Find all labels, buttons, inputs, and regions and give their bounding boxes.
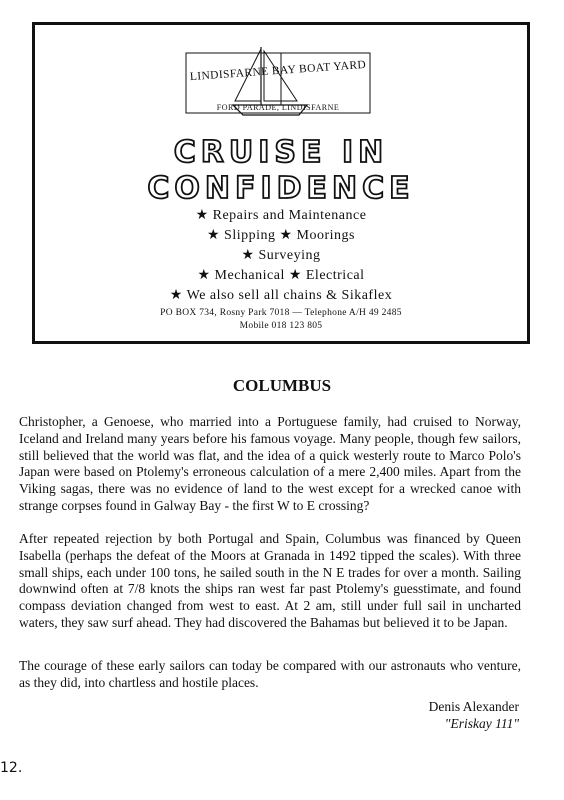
contact-line: Mobile 018 123 805 — [239, 321, 323, 331]
author-name: Denis Alexander — [428, 699, 519, 714]
author-boat: "Eriskay 111" — [444, 716, 519, 731]
headline-line-2: CONFIDENCE — [147, 171, 415, 206]
article-paragraph: After repeated rejection by both Portugal and Spain, Columbus was financed by Queen Isabella (perhaps the defeat of the Moors at Granada in 1492 tipped the scales). With three small ships, each under 100 tons, he sailed south in the N E trades for over a month. Sailing downwind often at 7/8 knots the ships ran west far past Ptolemy's guesstimate, and found compass deviation changed from west to east. At 2 am, still under full sail in uncharted waters, they saw surf ahead. They had discovered the Bahamas but believed it to be Japan. — [19, 531, 521, 630]
headline-line-1: CRUISE IN — [173, 135, 389, 170]
article-title: COLUMBUS — [232, 376, 332, 395]
article-paragraph: Christopher, a Genoese, who married into a Portuguese family, had cruised to Norway, Iceland and Ireland many years before his famous voyage. Many people, though few sailors, still believed that the world was flat, and the idea of a quick westerly route to Marco Polo's Japan were based on Ptolemy's erroneous calculation of a mere 2,400 miles. Apart from the Viking sagas, there was no evidence of land to the west except for a wrecked canoe with strange corpses found in Galway Bay - the first W to E crossing? — [19, 414, 521, 513]
contact-line: PO BOX 734, Rosny Park 7018 — Telephone A/H 49 2485 — [160, 308, 402, 318]
advertisement-box — [32, 22, 530, 344]
service-item: ★ Surveying — [241, 248, 321, 263]
services-list — [35, 206, 527, 306]
author-signature — [429, 698, 519, 732]
service-item: ★ Repairs and Maintenance — [195, 208, 367, 223]
contact-details — [35, 307, 527, 333]
service-item: ★ We also sell all chains & Sikaflex — [169, 288, 393, 303]
service-item: ★ Slipping ★ Moorings — [206, 228, 355, 243]
service-item: ★ Mechanical ★ Electrical — [197, 268, 365, 283]
boat-yard-logo — [185, 43, 371, 125]
article-paragraph: The courage of these early sailors can today be compared with our astronauts who venture, as they did, into chartless and hostile places. — [19, 658, 521, 690]
sailboat-icon — [185, 43, 371, 125]
logo-name: LINDISFARNE BAY BOAT YARD — [189, 58, 367, 84]
page-number: 12. — [0, 760, 23, 776]
logo-address: FORD PARADE, LINDISFARNE — [216, 103, 340, 112]
